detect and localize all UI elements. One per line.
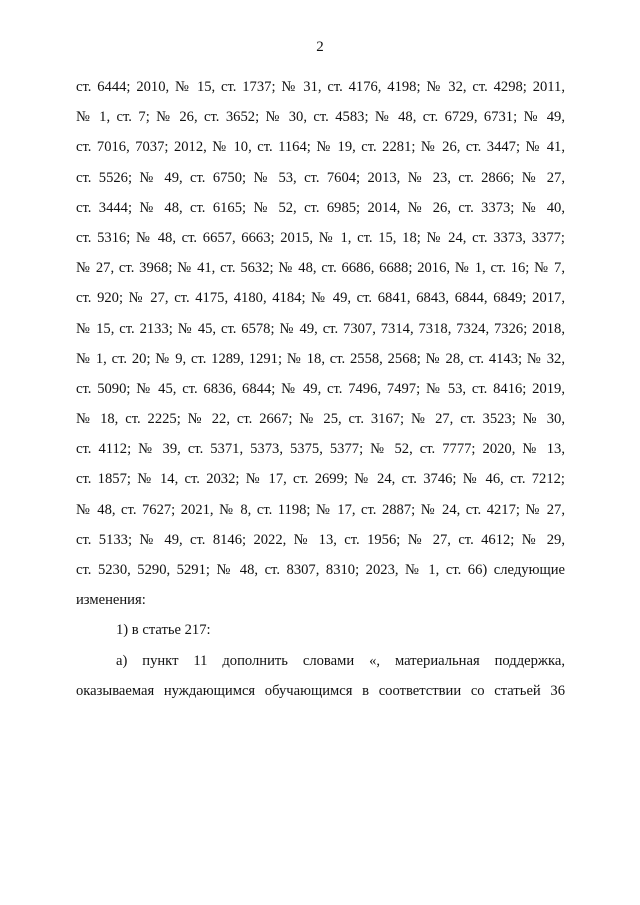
text-line: № 1, ст. 7; № 26, ст. 3652; № 30, ст. 4583; № 48, ст. 6729, 6731; № 49, — [76, 109, 565, 126]
list-item-1: 1) в статье 217: — [116, 622, 211, 639]
text-line: ст. 5230, 5290, 5291; № 48, ст. 8307, 8310; 2023, № 1, ст. 66) следующие — [76, 562, 565, 578]
text-line: ст. 6444; 2010, № 15, ст. 1737; № 31, ст. 4176, 4198; № 32, ст. 4298; 2011, — [76, 79, 565, 95]
text-line: ст. 920; № 27, ст. 4175, 4180, 4184; № 49, ст. 6841, 6843, 6844, 6849; 2017, — [76, 290, 565, 307]
text-line: ст. 5316; № 48, ст. 6657, 6663; 2015, № 1, ст. 15, 18; № 24, ст. 3373, 3377; — [76, 229, 565, 246]
text-line: № 27, ст. 3968; № 41, ст. 5632; № 48, ст. 6686, 6688; 2016, № 1, ст. 16; № 7, — [76, 260, 565, 277]
text-line: № 18, ст. 2225; № 22, ст. 2667; № 25, ст. 3167; № 27, ст. 3523; № 30, — [76, 411, 565, 428]
text-line: № 48, ст. 7627; 2021, № 8, ст. 1198; № 17, ст. 2887; № 24, ст. 4217; № 27, — [76, 501, 565, 518]
list-item-a: а) пункт 11 дополнить словами «, материальная поддержка, — [116, 652, 565, 669]
text-line: изменения: — [76, 592, 146, 609]
text-line: ст. 5526; № 49, ст. 6750; № 53, ст. 7604; 2013, № 23, ст. 2866; № 27, — [76, 169, 565, 186]
list-item-a-continuation: оказываемая нуждающимся обучающимся в соответствии со статьей 36 — [76, 682, 565, 699]
text-line: ст. 5090; № 45, ст. 6836, 6844; № 49, ст. 7496, 7497; № 53, ст. 8416; 2019, — [76, 380, 565, 397]
text-line: ст. 5133; № 49, ст. 8146; 2022, № 13, ст. 1956; № 27, ст. 4612; № 29, — [76, 531, 565, 548]
text-line: № 15, ст. 2133; № 45, ст. 6578; № 49, ст. 7307, 7314, 7318, 7324, 7326; 2018, — [76, 320, 565, 337]
text-line: ст. 1857; № 14, ст. 2032; № 17, ст. 2699; № 24, ст. 3746; № 46, ст. 7212; — [76, 471, 565, 488]
text-line: ст. 3444; № 48, ст. 6165; № 52, ст. 6985; 2014, № 26, ст. 3373; № 40, — [76, 199, 565, 216]
text-line: ст. 7016, 7037; 2012, № 10, ст. 1164; № 19, ст. 2281; № 26, ст. 3447; № 41, — [76, 139, 565, 156]
page-number: 2 — [316, 39, 324, 55]
text-line: ст. 4112; № 39, ст. 5371, 5373, 5375, 5377; № 52, ст. 7777; 2020, № 13, — [76, 441, 565, 458]
text-line: № 1, ст. 20; № 9, ст. 1289, 1291; № 18, ст. 2558, 2568; № 28, ст. 4143; № 32, — [76, 350, 565, 367]
document-body — [76, 72, 565, 706]
